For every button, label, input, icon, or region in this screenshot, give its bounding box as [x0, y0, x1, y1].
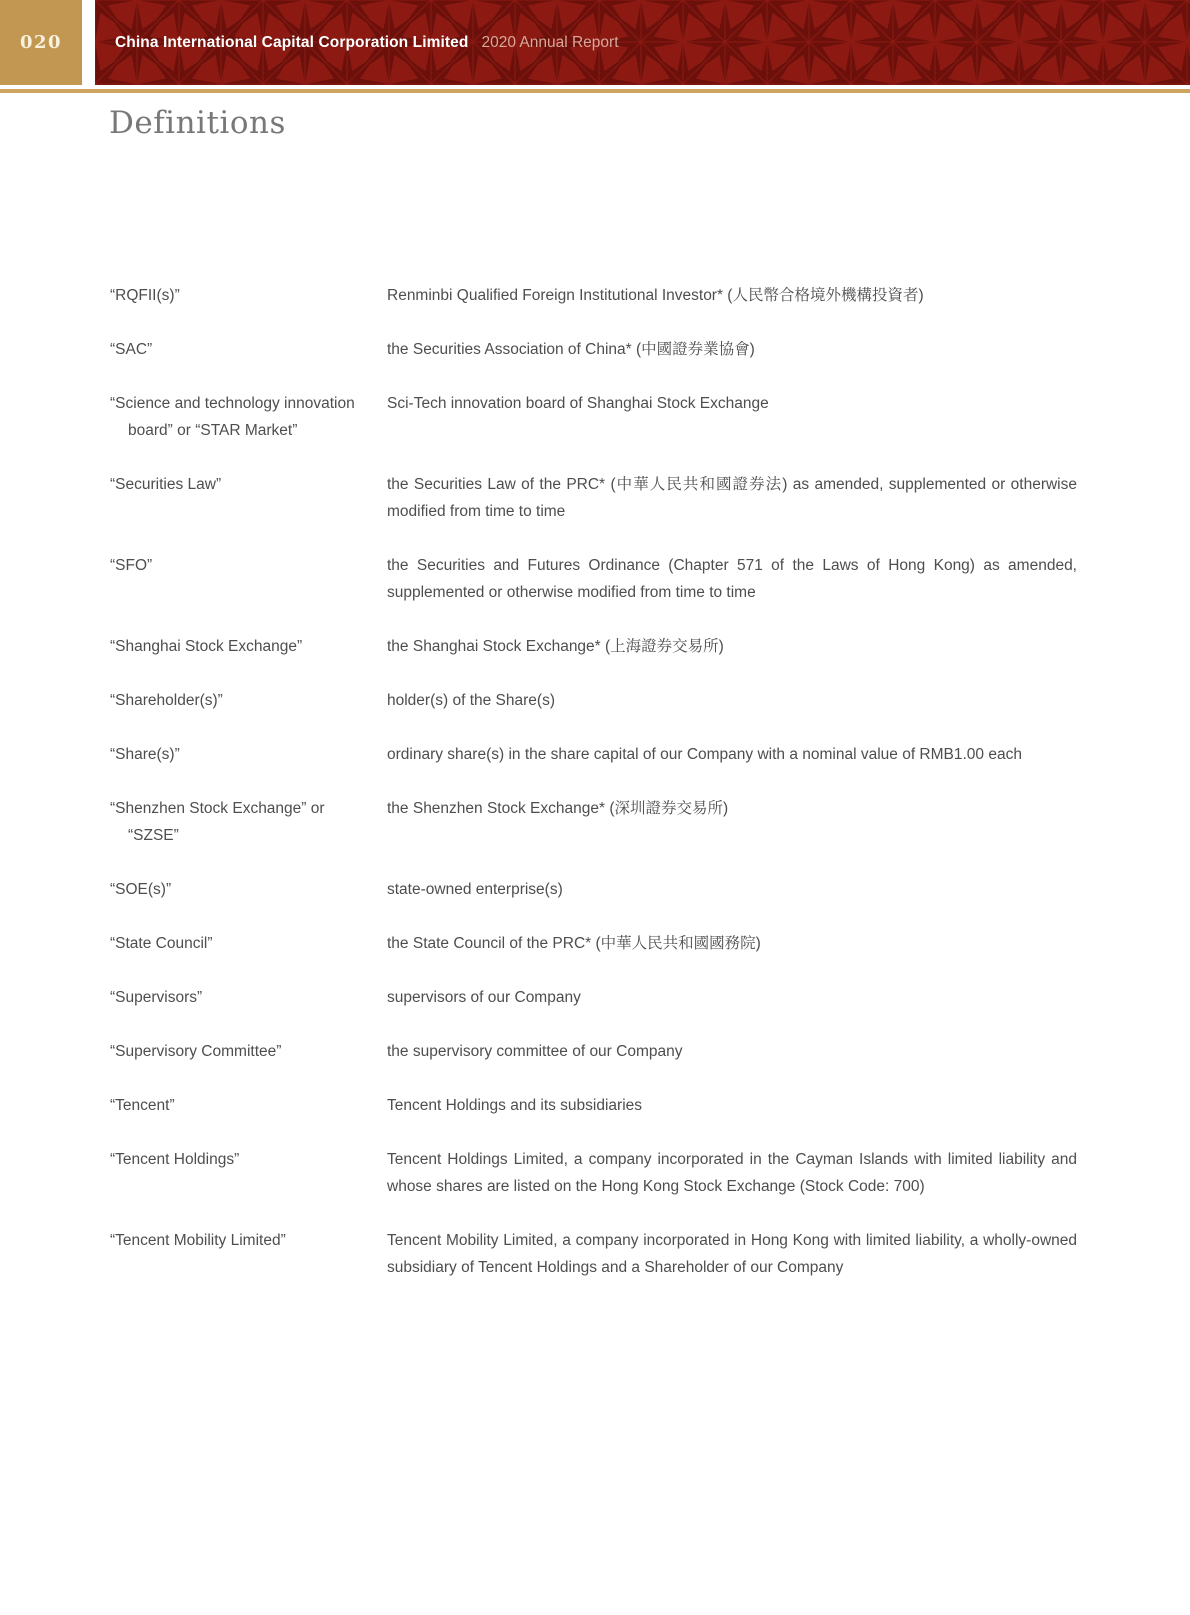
definition-text: the State Council of the PRC* (中華人民共和國國務院): [387, 935, 761, 952]
page-number-box: [0, 0, 82, 85]
definition-text: the supervisory committee of our Company: [387, 1043, 683, 1060]
definition-text: the Securities Association of China* (中國證券業協會): [387, 341, 755, 358]
definition-term: “Supervisory Committee”: [110, 1043, 282, 1060]
definition-row: [110, 390, 1077, 444]
definition-row: [110, 282, 1077, 309]
definition-term: “Shanghai Stock Exchange”: [110, 638, 303, 655]
header-banner: [95, 0, 1190, 85]
definitions-list: [110, 282, 1077, 1308]
definition-term: “State Council”: [110, 935, 213, 952]
definition-text: state-owned enterprise(s): [387, 881, 563, 898]
definition-term: “SFO”: [110, 557, 153, 574]
page-number: 020: [19, 32, 63, 53]
definition-row: [110, 1038, 1077, 1065]
definition-row: [110, 930, 1077, 957]
definition-text: Tencent Mobility Limited, a company incorporated in Hong Kong with limited liability, a wholly-owned subsidiary of Tencent Holdings and a Shareholder of our Company: [387, 1232, 1077, 1276]
definition-text: Tencent Holdings Limited, a company incorporated in the Cayman Islands with limited liability and whose shares are listed on the Hong Kong Stock Exchange (Stock Code: 700): [387, 1151, 1077, 1195]
definition-text: Sci-Tech innovation board of Shanghai Stock Exchange: [387, 395, 769, 412]
definition-row: [110, 336, 1077, 363]
report-edition: 2020 Annual Report: [481, 33, 619, 51]
definition-text: the Securities and Futures Ordinance (Chapter 571 of the Laws of Hong Kong) as amended, supplemented or otherwise modified from time to time: [387, 557, 1077, 601]
definition-text: supervisors of our Company: [387, 989, 581, 1006]
definition-text: the Securities Law of the PRC* (中華人民共和國證券法) as amended, supplemented or otherwise modified from time to time: [387, 476, 1078, 520]
definition-text: Renminbi Qualified Foreign Institutional Investor* (人民幣合格境外機構投資者): [387, 287, 924, 304]
definition-term: “RQFII(s)”: [110, 287, 180, 304]
definition-row: [110, 741, 1077, 768]
definition-text: holder(s) of the Share(s): [387, 692, 555, 709]
company-name: China International Capital Corporation Limited: [115, 33, 469, 51]
gold-divider-line: [0, 89, 1190, 93]
definition-term: “SAC”: [110, 341, 153, 358]
definition-row: [110, 552, 1077, 606]
definition-text: the Shenzhen Stock Exchange* (深圳證券交易所): [387, 800, 729, 817]
definition-row: [110, 1092, 1077, 1119]
definition-term: “Tencent Mobility Limited”: [110, 1232, 286, 1249]
definition-term: “Science and technology innovation board” or “STAR Market”: [110, 395, 355, 439]
definition-term: “Tencent Holdings”: [110, 1151, 240, 1168]
definition-term: “Shareholder(s)”: [110, 692, 223, 709]
definition-row: [110, 471, 1077, 525]
definition-row: [110, 795, 1077, 849]
definition-text: ordinary share(s) in the share capital of our Company with a nominal value of RMB1.00 each: [387, 746, 1022, 763]
definition-row: [110, 633, 1077, 660]
definition-text: Tencent Holdings and its subsidiaries: [387, 1097, 643, 1114]
definition-term: “Tencent”: [110, 1097, 175, 1114]
definition-term: “Shenzhen Stock Exchange” or “SZSE”: [110, 800, 325, 844]
definition-term: “Share(s)”: [110, 746, 180, 763]
definition-row: [110, 1146, 1077, 1200]
page-title: Definitions: [109, 105, 286, 141]
definition-row: [110, 876, 1077, 903]
definition-row: [110, 1227, 1077, 1281]
definition-term: “Securities Law”: [110, 476, 222, 493]
definition-term: “Supervisors”: [110, 989, 203, 1006]
definition-row: [110, 687, 1077, 714]
definition-row: [110, 984, 1077, 1011]
definition-term: “SOE(s)”: [110, 881, 172, 898]
definition-text: the Shanghai Stock Exchange* (上海證券交易所): [387, 638, 724, 655]
banner-text: [115, 0, 619, 85]
